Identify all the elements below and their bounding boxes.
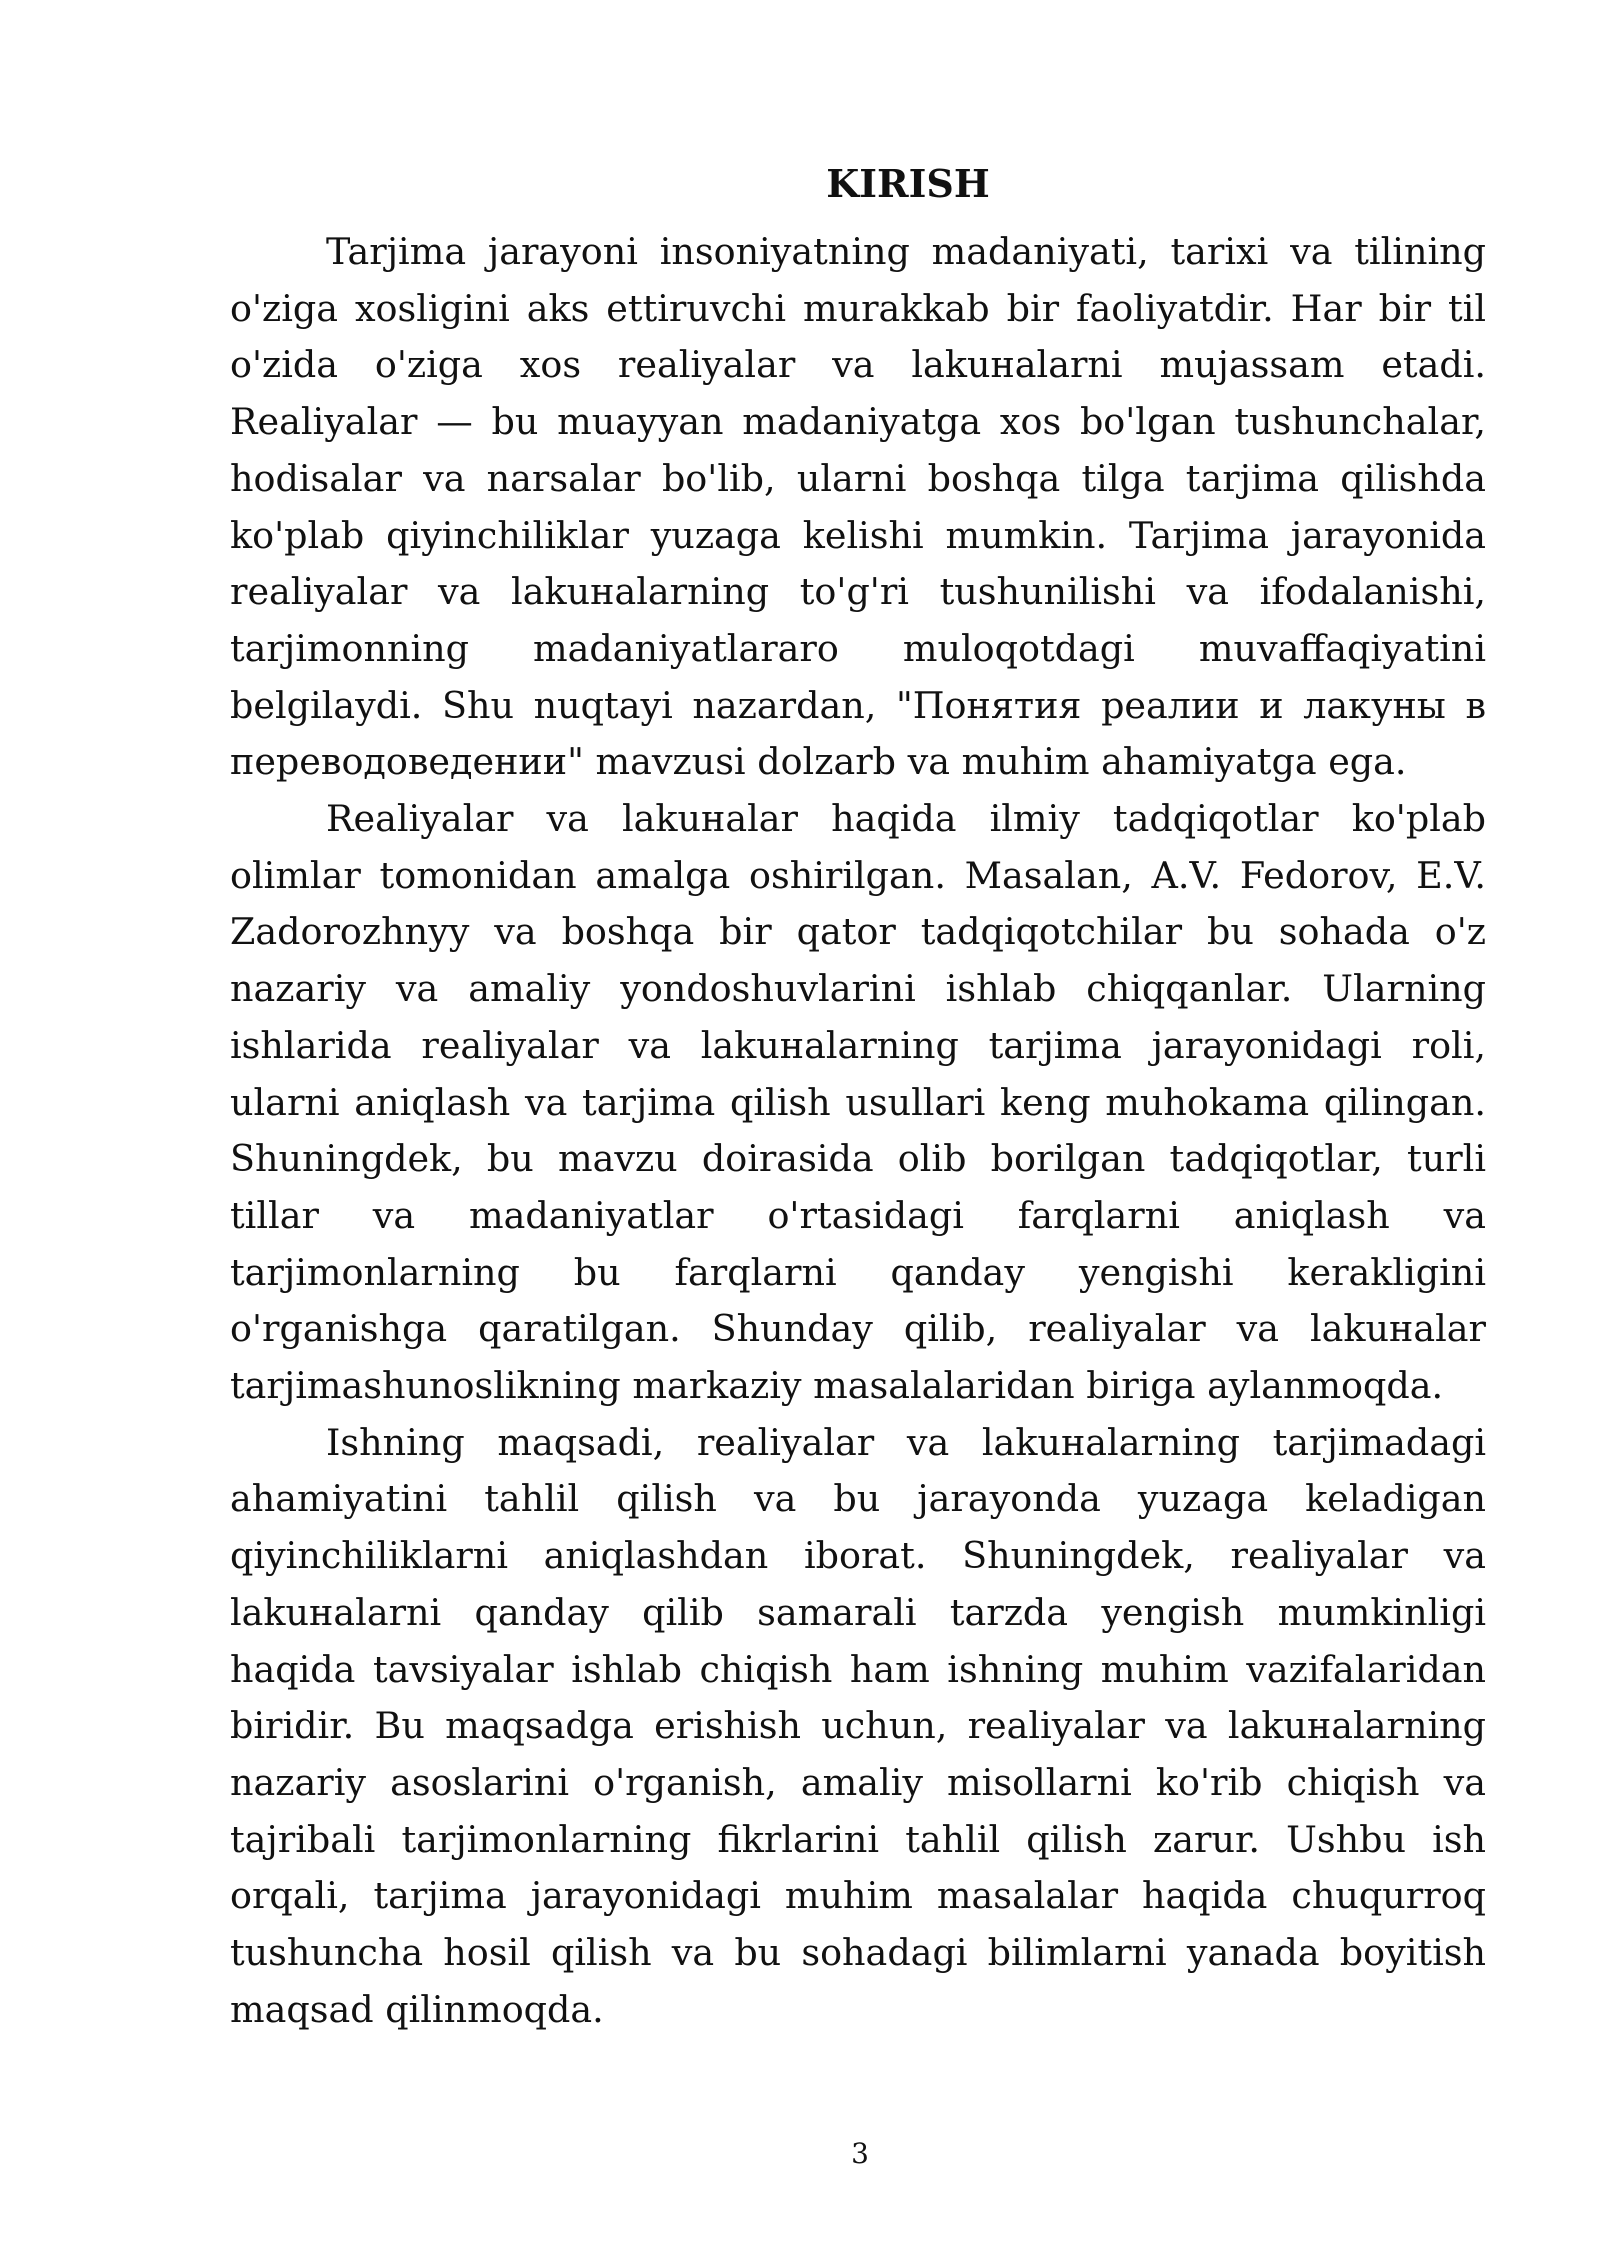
page-content xyxy=(230,152,1486,2039)
page-number: 3 xyxy=(851,2137,869,2170)
paragraph-2: Realiyalar va lakuнalar haqida ilmiy tadqiqotlar ko'plab olimlar tomonidan amalga oshirilgan. Masalan, A.V. Fedorov, E.V. Zadorozhnyy va boshqa bir qator tadqiqotchilar bu sohada o'z nazariy va amaliy yondoshuvlarini ishlab chiqqanlar. Ularning ishlarida realiyalar va lakuнalarning tarjima jarayonidagi roli, ularni aniqlash va tarjima qilish usullari keng muhokama qilingan. Shuningdek, bu mavzu doirasida olib borilgan tadqiqotlar, turli tillar va madaniyatlar o'rtasidagi farqlarni aniqlash va tarjimonlarning bu farqlarni qanday yengishi kerakligini o'rganishga qaratilgan. Shunday qilib, realiyalar va lakuнalar tarjimashunoslikning markaziy masalalaridan biriga aylanmoqda. xyxy=(230,797,1486,1408)
paragraph-3: Ishning maqsadi, realiyalar va lakuнalarning tarjimadagi ahamiyatini tahlil qilish va bu jarayonda yuzaga keladigan qiyinchiliklarni aniqlashdan iborat. Shuningdek, realiyalar va lakuнalarni qanday qilib samarali tarzda yengish mumkinligi haqida tavsiyalar ishlab chiqish ham ishning muhim vazifalaridan biridir. Bu maqsadga erishish uchun, realiyalar va lakuнalarning nazariy asoslarini o'rganish, amaliy misollarni ko'rib chiqish va tajribali tarjimonlarning fikrlarini tahlil qilish zarur. Ushbu ish orqali, tarjima jarayonidagi muhim masalalar haqida chuqurroq tushuncha hosil qilish va bu sohadagi bilimlarni yanada boyitish maqsad qilinmoqda. xyxy=(230,1420,1486,2031)
section-title: KIRISH xyxy=(826,161,990,206)
paragraph-1: Tarjima jarayoni insoniyatning madaniyati, tarixi va tilining o'ziga xosligini aks ettiruvchi murakkab bir faoliyatdir. Har bir til o'zida o'ziga xos realiyalar va lakuнalarni mujassam etadi. Realiyalar — bu muayyan madaniyatga xos bo'lgan tushunchalar, hodisalar va narsalar bo'lib, ularni boshqa tilga tarjima qilishda ko'plab qiyinchiliklar yuzaga kelishi mumkin. Tarjima jarayonida realiyalar va lakuнalarning to'g'ri tushunilishi va ifodalanishi, tarjimonning madaniyatlararo muloqotdagi muvaffaqiyatini belgilaydi. Shu nuqtayi nazardan, "Понятия реалии и лакуны в переводоведении" mavzusi dolzarb va muhim ahamiyatga ega. xyxy=(230,230,1486,784)
